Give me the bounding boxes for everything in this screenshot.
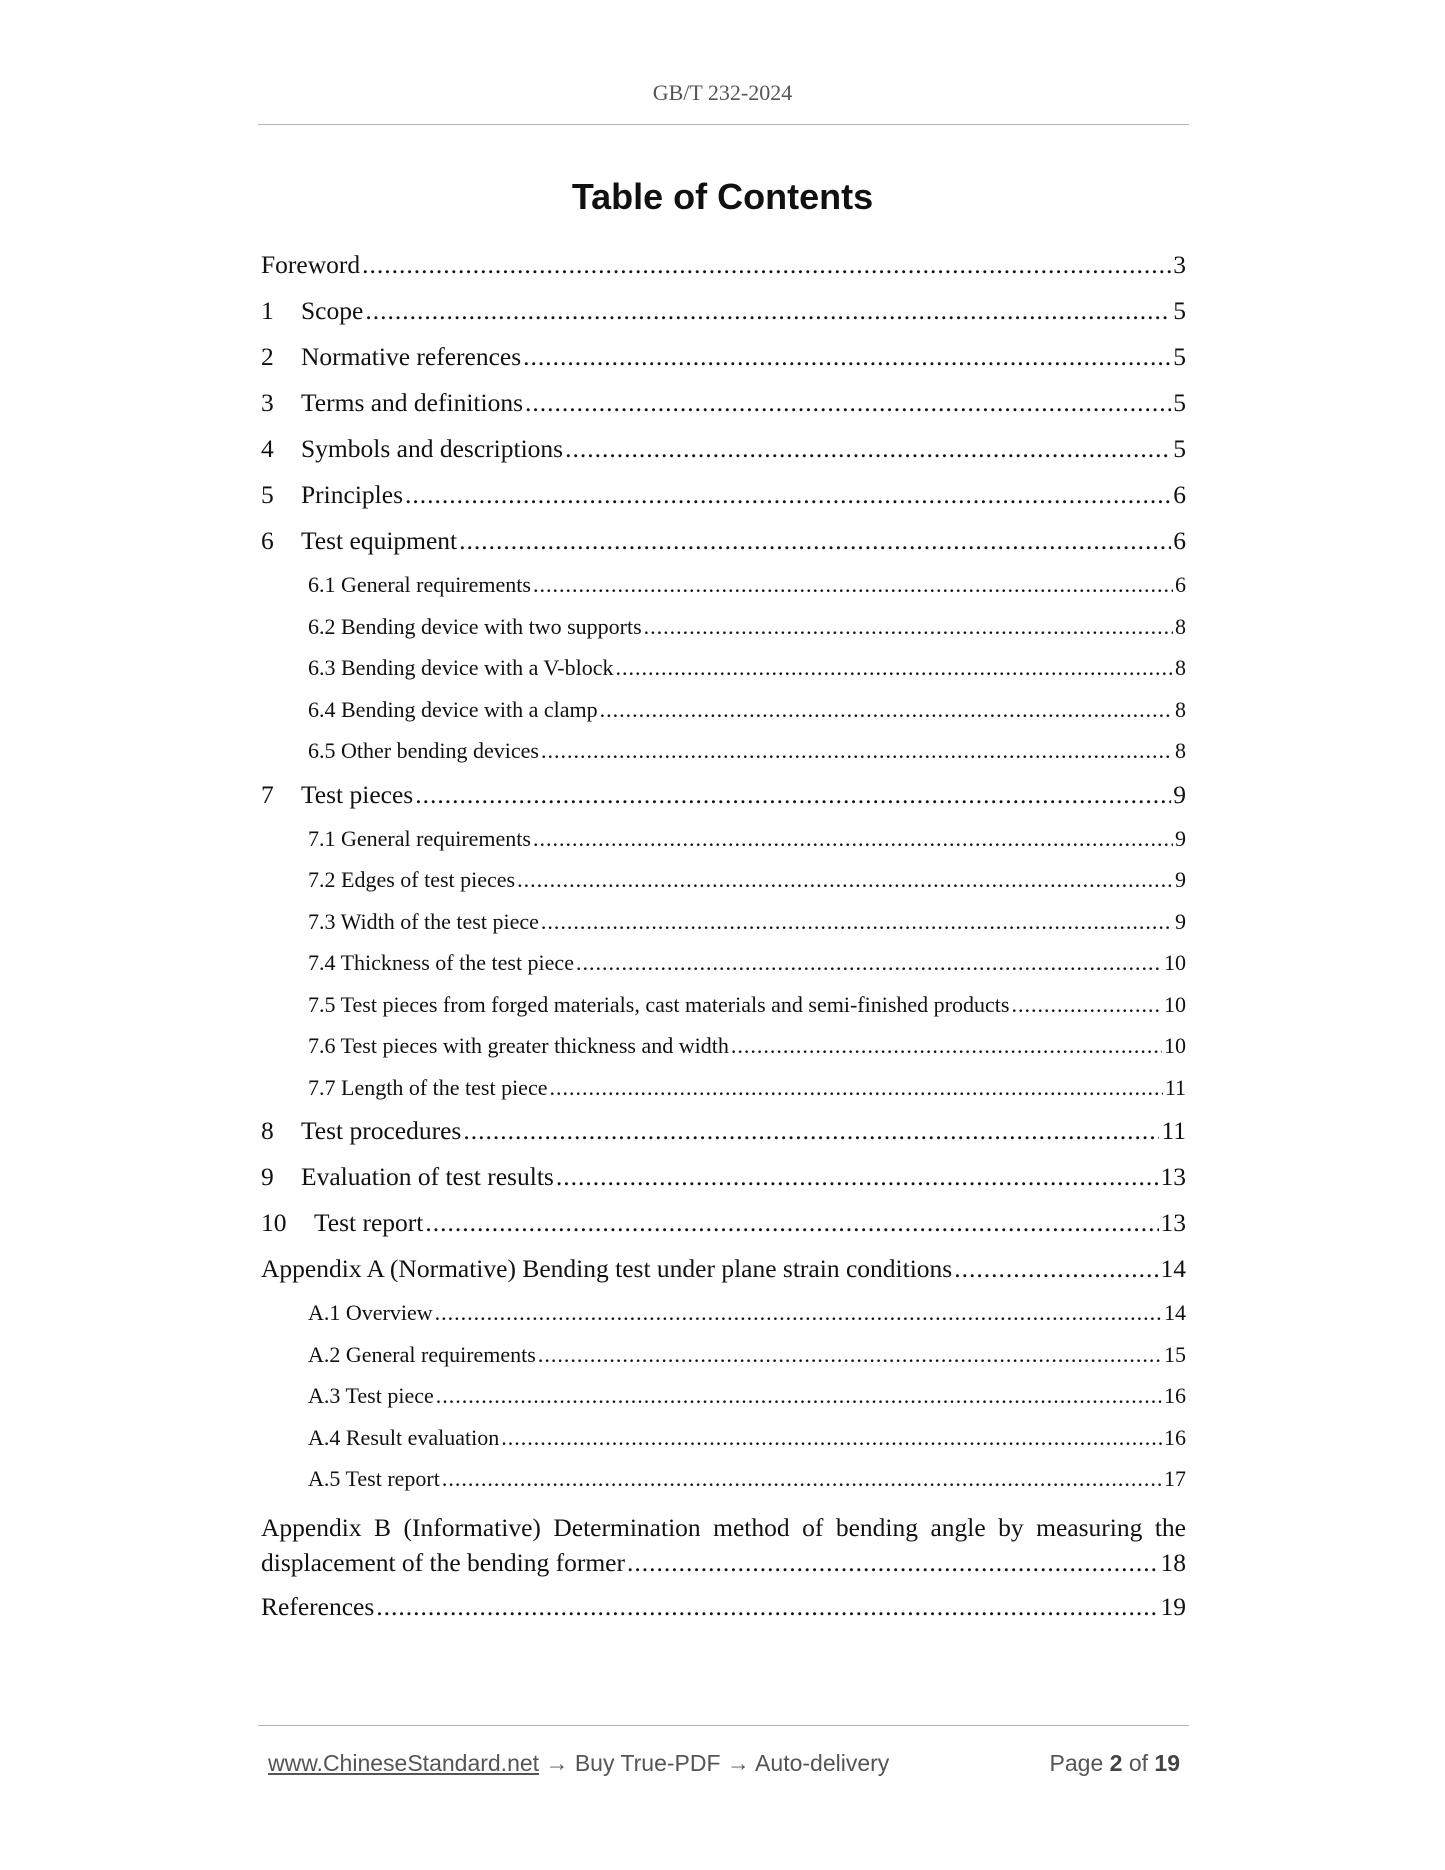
toc-leader-dots	[517, 859, 1173, 901]
toc-leader-dots	[435, 1292, 1162, 1334]
toc-leader-dots	[376, 1584, 1158, 1630]
toc-entry-label: 7.6 Test pieces with greater thickness and width	[308, 1033, 729, 1058]
toc-entry-label: 7.4 Thickness of the test piece	[308, 950, 574, 975]
toc-leader-dots	[533, 564, 1173, 606]
toc-entry-number: 8	[261, 1116, 274, 1145]
table-of-contents	[261, 242, 1186, 1630]
total-pages: 19	[1154, 1749, 1180, 1776]
toc-entry[interactable]	[261, 426, 1186, 472]
toc-leader-dots	[549, 1067, 1162, 1109]
toc-entry-page: 13	[1160, 1208, 1186, 1237]
toc-leader-dots	[405, 472, 1171, 518]
toc-leader-dots	[365, 288, 1171, 334]
toc-entry-page: 9	[1175, 867, 1186, 892]
toc-entry-label: 6.4 Bending device with a clamp	[308, 696, 598, 722]
toc-entry-number: 6	[261, 526, 274, 555]
toc-entry-page: 6	[1173, 526, 1186, 555]
toc-entry-page: 8	[1175, 655, 1186, 680]
toc-entry[interactable]	[261, 1246, 1186, 1292]
toc-entry-number: 9	[261, 1162, 274, 1191]
toc-subentry[interactable]	[261, 1334, 1186, 1376]
toc-leader-dots	[463, 1108, 1159, 1154]
toc-entry-page: 18	[1160, 1547, 1186, 1577]
toc-subentry[interactable]	[261, 942, 1186, 984]
toc-entry-label: Test pieces	[301, 779, 414, 809]
toc-entry-label: Scope	[301, 296, 364, 325]
toc-leader-dots	[415, 772, 1171, 818]
toc-entry-page: 8	[1175, 738, 1186, 763]
toc-subentry[interactable]	[261, 1375, 1186, 1417]
toc-entry-label: Appendix B (Informative) Determination method of bending angle by measuring the	[261, 1512, 1186, 1542]
toc-entry-page: 10	[1164, 950, 1186, 975]
footer-promo	[268, 1750, 889, 1777]
toc-entry-page: 13	[1160, 1162, 1186, 1191]
toc-subentry[interactable]	[261, 1458, 1186, 1500]
toc-entry-number: 2	[261, 342, 274, 371]
toc-entry-label: Symbols and descriptions	[301, 434, 564, 463]
toc-entry-page: 9	[1175, 825, 1186, 851]
toc-entry-page: 14	[1160, 1254, 1186, 1283]
toc-entry-page: 16	[1164, 1383, 1186, 1408]
toc-entry-page: 11	[1161, 1116, 1186, 1145]
toc-leader-dots	[627, 1545, 1159, 1580]
toc-entry-page: 5	[1173, 342, 1186, 371]
toc-entry[interactable]	[261, 288, 1186, 334]
toc-entry-appendix-b[interactable]	[261, 1510, 1186, 1580]
toc-entry-page: 6	[1175, 572, 1186, 597]
toc-entry-page: 16	[1164, 1424, 1186, 1450]
toc-entry[interactable]	[261, 1154, 1186, 1200]
toc-leader-dots	[731, 1025, 1162, 1067]
toc-entry-page: 10	[1164, 991, 1186, 1017]
toc-subentry[interactable]	[261, 730, 1186, 772]
toc-entry[interactable]	[261, 1108, 1186, 1154]
toc-entry-number: 4	[261, 434, 274, 463]
toc-entry[interactable]	[261, 472, 1186, 518]
toc-subentry[interactable]	[261, 1067, 1186, 1109]
toc-leader-dots	[538, 1334, 1162, 1376]
toc-subentry[interactable]	[261, 818, 1186, 860]
toc-entry-label: Normative references	[301, 342, 522, 371]
toc-leader-dots	[362, 242, 1171, 288]
toc-subentry[interactable]	[261, 1292, 1186, 1334]
toc-entry-label: 6.1 General requirements	[308, 572, 531, 597]
toc-entry-label: Evaluation of test results	[301, 1162, 554, 1191]
toc-entry-label: 6.2 Bending device with two supports	[308, 613, 642, 639]
toc-entry[interactable]	[261, 380, 1186, 426]
toc-entry-page: 11	[1164, 1074, 1186, 1100]
toc-entry-label: A.1 Overview	[308, 1300, 433, 1325]
page-label: Page	[1049, 1749, 1104, 1776]
toc-entry-page: 9	[1173, 779, 1186, 809]
toc-entry-label: Test report	[314, 1208, 424, 1237]
toc-entry-number: 5	[261, 480, 274, 509]
page-title: Table of Contents	[571, 176, 874, 217]
footer-divider	[258, 1725, 1189, 1726]
toc-entry-label: Appendix A (Normative) Bending test under plane strain conditions	[261, 1254, 953, 1283]
toc-leader-dots	[442, 1458, 1162, 1500]
toc-leader-dots	[541, 730, 1173, 772]
toc-entry-page: 19	[1160, 1591, 1186, 1621]
toc-entry-label: A.2 General requirements	[308, 1341, 536, 1367]
toc-entry-page: 6	[1173, 480, 1186, 509]
page-indicator	[1050, 1750, 1180, 1777]
page-footer	[268, 1745, 1180, 1781]
toc-entry-label: 6.3 Bending device with a V-block	[308, 655, 614, 680]
toc-subentry[interactable]	[261, 564, 1186, 606]
of-label: of	[1128, 1749, 1149, 1776]
toc-leader-dots	[459, 518, 1171, 564]
toc-entry-label-continued: displacement of the bending former	[261, 1547, 625, 1577]
toc-subentry[interactable]	[261, 606, 1186, 648]
toc-entry-number: 7	[261, 779, 274, 809]
toc-entry-page: 10	[1164, 1033, 1186, 1058]
toc-entry[interactable]	[261, 334, 1186, 380]
toc-subentry[interactable]	[261, 1417, 1186, 1459]
toc-entry-page: 5	[1173, 434, 1186, 463]
toc-entry-label: Test procedures	[301, 1116, 462, 1145]
toc-entry-label: 7.3 Width of the test piece	[308, 908, 539, 934]
toc-leader-dots	[954, 1246, 1158, 1292]
toc-leader-dots	[425, 1200, 1158, 1246]
toc-subentry[interactable]	[261, 1025, 1186, 1067]
toc-subentry[interactable]	[261, 984, 1186, 1026]
toc-entry-label: A.3 Test piece	[308, 1383, 434, 1408]
toc-leader-dots	[541, 901, 1173, 943]
toc-entry[interactable]	[261, 1200, 1186, 1246]
toc-entry-page: 14	[1164, 1300, 1186, 1325]
toc-leader-dots	[436, 1375, 1162, 1417]
toc-entry-page: 5	[1173, 296, 1186, 325]
toc-entry-label: 6.5 Other bending devices	[308, 738, 539, 763]
toc-entry-label: References	[261, 1591, 375, 1621]
toc-entry[interactable]	[261, 242, 1186, 288]
toc-entry-page: 8	[1175, 696, 1186, 722]
toc-list	[261, 242, 1186, 1500]
toc-leader-dots	[1011, 984, 1162, 1026]
header-divider	[258, 124, 1189, 125]
current-page-number: 2	[1109, 1749, 1123, 1776]
toc-leader-dots	[501, 1417, 1162, 1459]
toc-entry-page: 9	[1175, 908, 1186, 934]
toc-leader-dots	[565, 426, 1171, 472]
toc-entry-number: 3	[261, 388, 274, 417]
toc-leader-dots	[533, 818, 1173, 860]
toc-entry-label: Foreword	[261, 250, 361, 279]
toc-entry-label: 7.2 Edges of test pieces	[308, 867, 516, 892]
toc-subentry[interactable]	[261, 859, 1186, 901]
toc-entry-label: 7.1 General requirements	[308, 825, 531, 851]
toc-leader-dots	[600, 689, 1173, 731]
toc-entry-label: Principles	[301, 480, 403, 509]
toc-leader-dots	[556, 1154, 1159, 1200]
website-link[interactable]: www.ChineseStandard.net	[268, 1749, 540, 1776]
toc-entry-label: A.5 Test report	[308, 1466, 440, 1491]
toc-subentry[interactable]	[261, 901, 1186, 943]
toc-entry-label: Test equipment	[301, 526, 458, 555]
toc-entry-number: 1	[261, 296, 274, 325]
toc-entry-page: 3	[1173, 250, 1186, 279]
toc-entry-label: 7.5 Test pieces from forged materials, cast materials and semi-finished products	[308, 991, 1010, 1017]
toc-leader-dots	[525, 380, 1171, 426]
toc-entry-references[interactable]	[261, 1584, 1186, 1630]
toc-leader-dots	[523, 334, 1171, 380]
toc-entry[interactable]	[261, 772, 1186, 818]
footer-promo-text: → Buy True-PDF → Auto-delivery	[539, 1749, 890, 1776]
toc-leader-dots	[616, 647, 1173, 689]
toc-entry-label: A.4 Result evaluation	[308, 1424, 500, 1450]
toc-subentry[interactable]	[261, 689, 1186, 731]
toc-entry-page: 5	[1173, 388, 1186, 417]
toc-entry-page: 8	[1175, 613, 1186, 639]
toc-subentry[interactable]	[261, 647, 1186, 689]
toc-leader-dots	[644, 606, 1173, 648]
toc-entry-label: 7.7 Length of the test piece	[308, 1074, 548, 1100]
toc-leader-dots	[576, 942, 1162, 984]
toc-entry-number: 10	[261, 1208, 287, 1237]
toc-entry-page: 15	[1164, 1341, 1186, 1367]
toc-entry-page: 17	[1164, 1466, 1186, 1491]
document-code: GB/T 232-2024	[652, 80, 793, 105]
toc-entry[interactable]	[261, 518, 1186, 564]
toc-entry-label: Terms and definitions	[301, 388, 524, 417]
